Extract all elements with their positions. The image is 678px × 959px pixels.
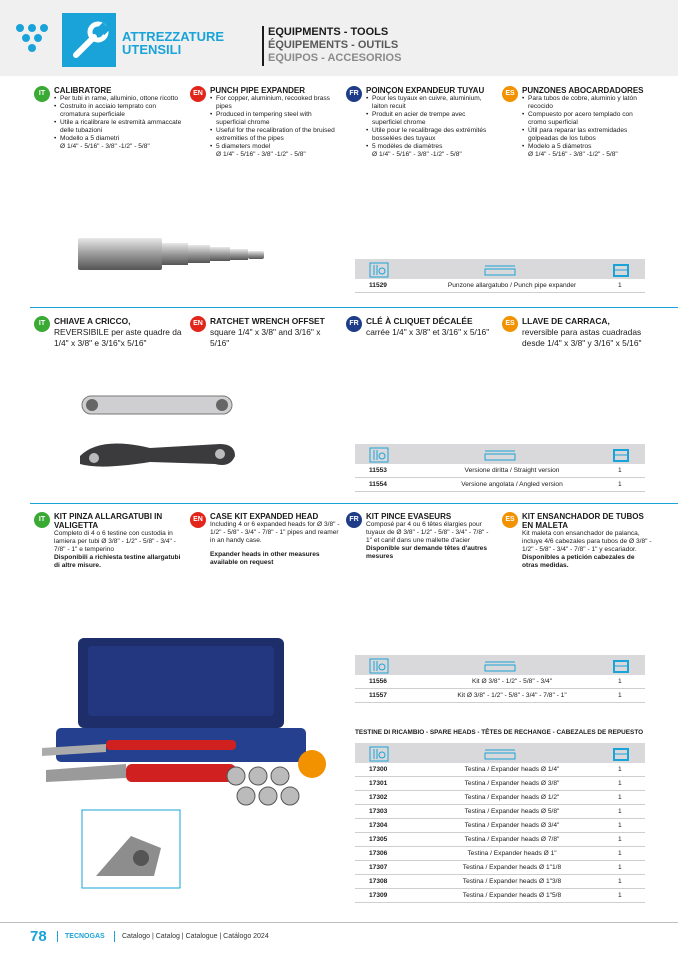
fr-description: FR POINÇON EXPANDEUR TUYAU • Pour les tuyaux en cuivre, aluminium, laiton recuit • Produit en acier de trempe avec superficiel chrome • Utile pour le recalibrage des extrémités bosselées des tuyaux • 5 modèles de diamètres Ø 1/4" - 5/16" - 3/8" -1/2" - 5/8" (346, 86, 496, 159)
page-number: 78 (30, 928, 47, 945)
table-11556-11557 (355, 655, 645, 703)
en-badge: EN (190, 86, 206, 102)
fr-badge: FR (346, 316, 362, 332)
it-badge: IT (34, 86, 50, 102)
section-divider (30, 503, 678, 504)
en-badge: EN (190, 316, 206, 332)
en-description: EN RATCHET WRENCH OFFSET square 1/4" x 3/8" and 3/16" x 5/16" (190, 316, 340, 349)
ruler-icon (483, 658, 517, 674)
section-divider (30, 307, 678, 308)
fr-description: FR KIT PINCE EVASEURS Composé par 4 ou 6 têtes élargies pour tuyaux de Ø 3/8" - 1/2" - 5/8" - 3/4" - 7/8" - 1" et canif dans une mallette d'acier Disponible sur demande têtes d'autres mesures (346, 512, 496, 561)
it-badge: IT (34, 316, 50, 332)
code-icon (369, 658, 389, 674)
package-icon (611, 746, 631, 762)
code-icon (369, 447, 389, 463)
table-row: 17301 Testina / Expander heads Ø 3/8" 1 (355, 777, 645, 791)
table-row: 11553 Versione diritta / Straight version 1 (355, 464, 645, 478)
table-header (355, 259, 645, 279)
package-icon (611, 447, 631, 463)
es-description: ES PUNZONES ABOCARDADORES • Para tubos de cobre, aluminio y latón recocido • Compuesto por acero templado con cromo superficial • Útil para reparar las extremidades golpeadas de los tubos • Modelo a 5 diámetros Ø 1/4" - 5/16" - 3/8" -1/2" - 5/8" (502, 86, 652, 159)
footer-line (0, 922, 678, 923)
table-header (355, 743, 645, 763)
table-row: 17304 Testina / Expander heads Ø 3/4" 1 (355, 819, 645, 833)
it-description: IT CALIBRATORE • Per tubi in rame, alluminio, ottone ricotto • Costruito in acciaio temprato con cromatura superficiale • Utile a ricalibrare le estremità ammaccate delle tubazioni • Modello a 5 diametri Ø 1/4" - 5/16" - 3/8" -1/2" - 5/8" (34, 86, 184, 151)
fr-description: FR CLÉ À CLIQUET DÉCALÉE carrée 1/4" x 3/8" et 3/16" x 5/16" (346, 316, 496, 338)
fr-badge: FR (346, 512, 362, 528)
wrench-icon (62, 13, 116, 67)
table-row: 17309 Testina / Expander heads Ø 1"5/8 1 (355, 889, 645, 903)
es-description: ES KIT ENSANCHADOR DE TUBOS EN MALETA Kit maleta con ensanchador de palanca, incluye 4/6 cabezales para tubos de Ø 3/8" - 1/2" - 5/8" - 3/4" - 7/8" - 1" y escariador. Disponibles a petición cabezales de otras medidas. (502, 512, 652, 570)
table-row: 17300 Testina / Expander heads Ø 1/4" 1 (355, 763, 645, 777)
fr-badge: FR (346, 86, 362, 102)
ruler-icon (483, 262, 517, 278)
brand-dots-icon (16, 24, 50, 54)
category-translations: EQUIPMENTS - TOOLS ÉQUIPEMENTS - OUTILS EQUIPOS - ACCESORIOS (268, 26, 402, 64)
table-header (355, 655, 645, 675)
table-row: 11557 Kit Ø 3/8" - 1/2" - 5/8" - 3/4" - 7/8" - 1" 1 (355, 689, 645, 703)
table-row: 17302 Testina / Expander heads Ø 1/2" 1 (355, 791, 645, 805)
code-icon (369, 746, 389, 762)
spare-heads-title: TESTINE DI RICAMBIO - SPARE HEADS - TÊTES DE RECHANGE - CABEZALES DE REPUESTO (355, 729, 644, 736)
page-header (0, 0, 678, 76)
table-row: 11554 Versione angolata / Angled version 1 (355, 478, 645, 492)
ruler-icon (483, 447, 517, 463)
table-row: 17306 Testina / Expander heads Ø 1" 1 (355, 847, 645, 861)
table-row: 11529 Punzone allargatubo / Punch pipe expander 1 (355, 279, 645, 293)
es-badge: ES (502, 512, 518, 528)
table-row: 17308 Testina / Expander heads Ø 1"3/8 1 (355, 875, 645, 889)
en-description: EN PUNCH PIPE EXPANDER • For copper, aluminium, recooked brass pipes • Produced in tempering steel with superficial chrome • Useful for the recalibration of the bruised extremities of the pipes • 5 diameters model Ø 1/4" - 5/16" - 3/8" -1/2" - 5/8" (190, 86, 340, 159)
footer-separator (114, 931, 115, 942)
table-row: 11556 Kit Ø 3/8" - 1/2" - 5/8" - 3/4" 1 (355, 675, 645, 689)
catalog-label: Catalogo | Catalog | Catalogue | Catálogo 2024 (122, 933, 269, 940)
code-icon (369, 262, 389, 278)
expander-kit-case-image (36, 636, 336, 890)
table-spare-heads (355, 743, 645, 903)
es-badge: ES (502, 86, 518, 102)
table-row: 17307 Testina / Expander heads Ø 1"1/8 1 (355, 861, 645, 875)
es-badge: ES (502, 316, 518, 332)
it-description: IT CHIAVE A CRICCO, REVERSIBILE per aste quadre da 1/4" x 3/8" e 3/16"x 5/16" (34, 316, 184, 349)
ratchet-wrench-image (70, 388, 246, 478)
en-description: EN CASE KIT EXPANDED HEAD Including 4 or 6 expanded heads for Ø 3/8" - 1/2" - 5/8" - 3/4" - 7/8" - 1" pipes and reamer in an handy case. Expander heads in other measures available on request (190, 512, 340, 567)
it-badge: IT (34, 512, 50, 528)
category-title: ATTREZZATURE UTENSILI (122, 29, 225, 57)
table-row: 17305 Testina / Expander heads Ø 7/8" 1 (355, 833, 645, 847)
package-icon (611, 658, 631, 674)
table-row: 17303 Testina / Expander heads Ø 5/8" 1 (355, 805, 645, 819)
brand-name: TECNOGAS (65, 933, 105, 940)
ruler-icon (483, 746, 517, 762)
table-header (355, 444, 645, 464)
table-11529 (355, 259, 645, 293)
footer-separator (57, 931, 58, 942)
es-description: ES LLAVE DE CARRACA, reversible para astas cuadradas desde 1/4" x 3/8" y 3/16" x 5/16" (502, 316, 652, 349)
en-badge: EN (190, 512, 206, 528)
table-11553-11554 (355, 444, 645, 492)
package-icon (611, 262, 631, 278)
it-description: IT KIT PINZA ALLARGATUBI IN VALIGETTA Completo di 4 o 6 testine con custodia in lamiera per tubi Ø 3/8" - 1/2" - 5/8" - 3/4" - 7/8" - 1" e temperino Disponibili a richiesta testine allargatubi di altre misure. (34, 512, 184, 570)
punch-pipe-expander-image (78, 234, 270, 276)
header-divider (262, 26, 264, 66)
